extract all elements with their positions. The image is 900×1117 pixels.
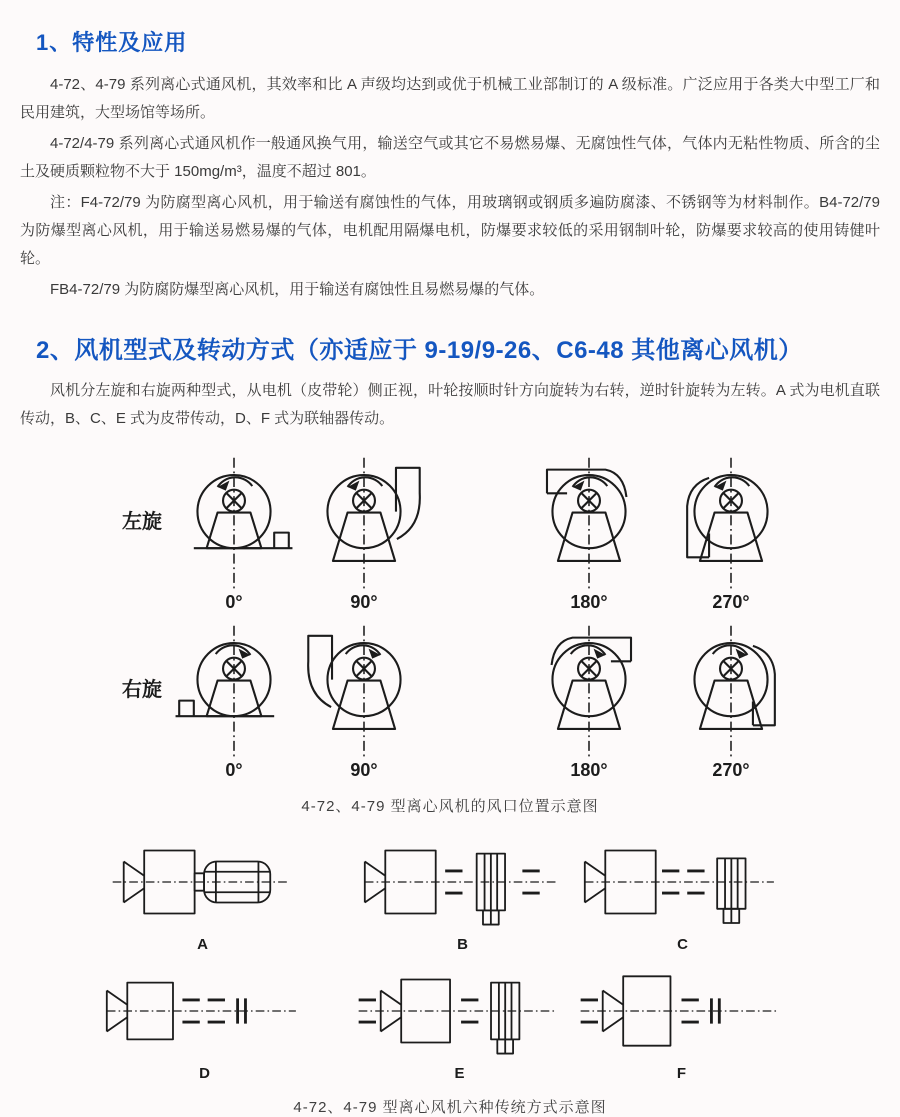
drive-letter: E (454, 1065, 465, 1083)
belt-drive-icon (580, 830, 785, 934)
angle-label: 0° (225, 760, 243, 781)
volute-right-90 (300, 623, 428, 781)
left-rotation-label: 左旋 (122, 510, 162, 533)
outlet-figure-caption: 4-72、4-79 型离心风机的风口位置示意图 (301, 798, 599, 816)
angle-label: 270° (712, 592, 750, 613)
volute-left-180 (525, 455, 653, 613)
fan-volute-icon (300, 455, 428, 592)
section2-heading: 2、风机型式及转动方式（亦适应于 9-19/9-26、C6-48 其他离心风机） (36, 337, 803, 365)
section1-heading: 1、特性及应用 (36, 30, 188, 55)
volute-left-270 (667, 455, 795, 613)
coupling-drive-icon (102, 959, 307, 1063)
paragraph-note-variants: 注：F4-72/79 为防腐型离心风机，用于输送有腐蚀性的气体，用玻璃钢或钢质多遍防腐漆、不锈钢等为材料制作。B4-72/79 为防爆型离心风机，用于输送易燃易爆的气体，电机配用隔爆电机，防爆要求较低的采用钢制叶轮，防爆要求较高的使用铸健叶轮。 (20, 194, 880, 268)
drive-row-abc (20, 830, 880, 953)
drive-row-def (20, 959, 880, 1082)
fan-volute-icon (525, 455, 653, 592)
fan-volute-icon (667, 623, 795, 760)
angle-label: 90° (350, 760, 378, 781)
drive-type-d (102, 959, 307, 1082)
fan-volute-icon (667, 455, 795, 592)
right-rotation-label: 右旋 (122, 678, 162, 701)
fan-volute-icon (525, 623, 653, 760)
angle-label: 270° (712, 760, 750, 781)
drive-letter: A (197, 936, 208, 954)
drive-figure-caption: 4-72、4-79 型离心风机六种传统方式示意图 (293, 1099, 607, 1117)
angle-label: 0° (225, 592, 243, 613)
drive-type-c (580, 830, 785, 953)
volute-right-270 (667, 623, 795, 781)
right-rotation-row (20, 623, 880, 781)
drive-type-figure (20, 830, 880, 1117)
fan-volute-icon (170, 623, 298, 760)
volute-right-180 (525, 623, 653, 781)
fan-volute-icon (300, 623, 428, 760)
paragraph-fb-variant: FB4-72/79 为防腐防爆型离心风机，用于输送有腐蚀性且易燃易爆的气体。 (50, 281, 545, 299)
volute-left-0 (170, 455, 298, 613)
angle-label: 90° (350, 592, 378, 613)
angle-label: 180° (570, 592, 608, 613)
paragraph-usage: 4-72/4-79 系列离心式通风机作一般通风换气用，输送空气或其它不易燃易爆、无腐蚀性气体，气体内无粘性物质、所含的尘土及硬质颗粒物不大于 150mg/m³，温度不超过 801。 (20, 135, 880, 181)
drive-type-f (579, 959, 784, 1082)
drive-type-a (100, 830, 305, 953)
drive-letter: C (677, 936, 688, 954)
fan-volute-icon (170, 455, 298, 592)
drive-type-b (360, 830, 565, 953)
drive-letter: F (676, 1065, 687, 1083)
paragraph-rotation-intro: 风机分左旋和右旋两种型式，从电机（皮带轮）侧正视，叶轮按顺时针方向旋转为右转，逆时针旋转为左转。A 式为电机直联传动，B、C、E 式为皮带传动，D、F 式为联轴器传动。 (20, 382, 880, 428)
volute-left-90 (300, 455, 428, 613)
drive-type-e (357, 959, 562, 1082)
volute-right-0 (170, 623, 298, 781)
belt-drive-icon (357, 959, 562, 1063)
belt-drive-icon (360, 830, 565, 934)
left-rotation-row (20, 455, 880, 613)
drive-letter: B (457, 936, 468, 954)
coupling-drive-icon (579, 959, 784, 1063)
direct-drive-icon (100, 830, 305, 934)
fan-outlet-position-figure (20, 455, 880, 816)
drive-letter: D (199, 1065, 210, 1083)
paragraph-standards: 4-72、4-79 系列离心式通风机，其效率和比 A 声级均达到或优于机械工业部制订的 A 级标准。广泛应用于各类大中型工厂和民用建筑，大型场馆等场所。 (20, 76, 880, 122)
angle-label: 180° (570, 760, 608, 781)
